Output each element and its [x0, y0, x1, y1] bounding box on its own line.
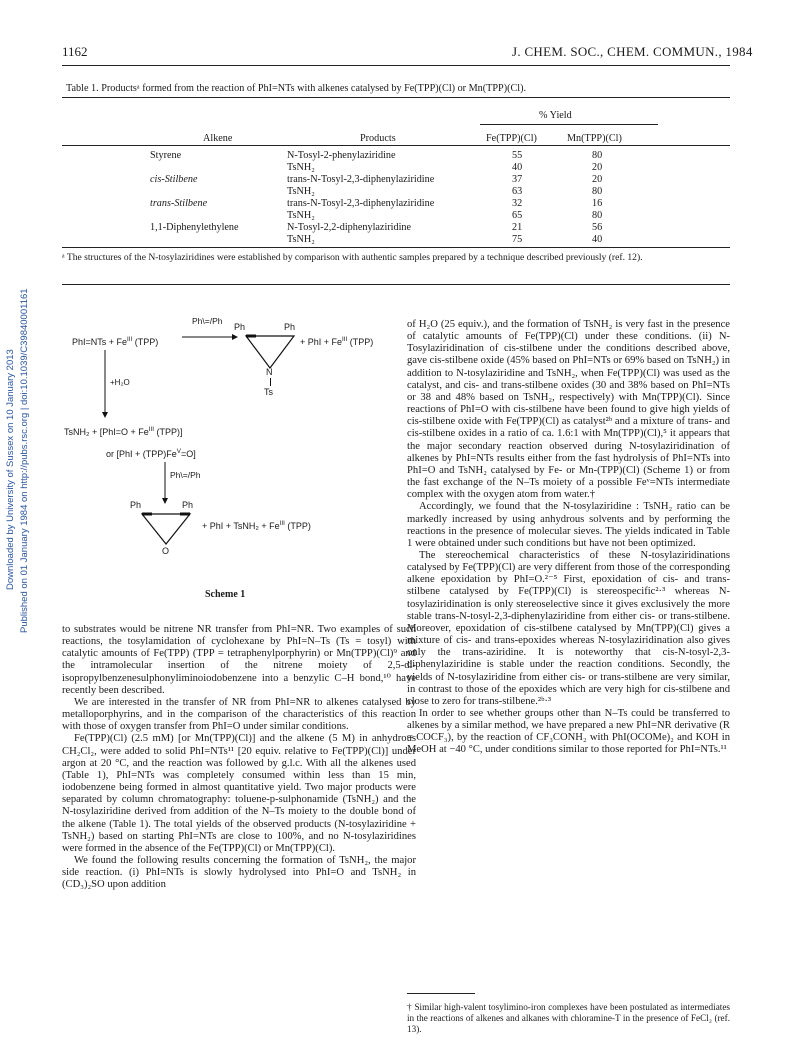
- mn-cell: 20: [592, 162, 603, 173]
- paragraph: to substrates would be nitrene NR transfer from PhI=NR. Two examples of such reactions, the tosylamidation of cyclohexane by PhI=N–Ts (Ts = tosyl) with catalytic amounts of Fe(TPP) (TPP = tetraphenylporphyrin) or Mn(TPP)(Cl)⁹ and the intramolecular insertion of the nitrene moiety of 2,5-di-isopropylbenzenesulphonyliminoiodobenzene into a benzylic C–H bond,¹⁰ have recently been described.: [62, 624, 416, 696]
- scheme-or-intermediate: [106, 448, 196, 459]
- yield-header: % Yield: [539, 110, 572, 121]
- final-end: (TPP): [287, 521, 311, 531]
- table-row: [0, 234, 760, 246]
- table-caption: Table 1. Productsᵃ formed from the reaction of PhI=NTs with alkenes catalysed by Fe(TPP)(Cl) or Mn(TPP)(Cl).: [66, 83, 527, 94]
- final-products: [202, 520, 311, 531]
- col-products: Products: [360, 133, 396, 144]
- alkene-cell: cis-Stilbene: [150, 174, 198, 185]
- table-footnote: ᵃ The structures of the N-tosylaziridines were established by comparison with authentic samples prepared by a technique described previously (ref. 12).: [62, 252, 643, 263]
- product-cell: TsNH₂: [287, 234, 315, 245]
- scheme-reactants: [72, 336, 158, 347]
- header-rule: [62, 65, 730, 66]
- paragraph: We are interested in the transfer of NR from PhI=NR to alkenes catalysed by metalloporphyrins, and in the comparison of the characteristics of this reaction with those of oxygen transfer from PhI=O under similar conditions.: [62, 696, 416, 733]
- product-cell: trans-N-Tosyl-2,3-diphenylaziridine: [287, 174, 435, 185]
- mn-cell: 80: [592, 150, 603, 161]
- or-text: or [PhI + (TPP)Fe: [106, 449, 177, 459]
- reactant-sup: III: [127, 336, 133, 343]
- alkene2-label: Ph\=/Ph: [170, 470, 201, 480]
- product-tail-text: + PhI + Fe: [300, 337, 343, 347]
- yield-rule: [480, 124, 658, 125]
- mn-cell: 40: [592, 234, 603, 245]
- aziridine-bond: [270, 378, 271, 386]
- table-end-rule: [62, 284, 730, 285]
- paragraph: Fe(TPP)(Cl) (2.5 mM) [or Mn(TPP)(Cl)] and the alkene (5 M) in anhydrous CH₂Cl₂, were added to solid PhI=NTs¹¹ [20 equiv. relative to Fe(TPP)(Cl)] under argon at 20 °C, and the reaction was followed by g.l.c. With all the alkenes used (Table 1), PhI=NTs was completely consumed within less than 15 min, iodobenzene being formed in almost quantitative yield. Two major products were separated by column chromatography: toluene-p-sulphonamide (TsNH₂) and the N-tosylaziridine derived from addition of the N–Ts moiety to the double bond of the alkene (Table 1). The total yields of the observed products (N-tosylaziridine + TsNH₂) based on starting PhI=NTs are close to 100%, and no N-tosylaziridines were formed in the absence of the Fe(TPP)(Cl) or Mn(TPP)(Cl).: [62, 733, 416, 854]
- fe-cell: 37: [512, 174, 523, 185]
- final-sup: III: [279, 520, 285, 527]
- product-cell: N-Tosyl-2,2-diphenylaziridine: [287, 222, 412, 233]
- mn-cell: 80: [592, 210, 603, 221]
- alkene-label: Ph\=/Ph: [192, 316, 223, 326]
- product-cell: TsNH₂: [287, 186, 315, 197]
- fe-cell: 65: [512, 210, 523, 221]
- mn-cell: 56: [592, 222, 603, 233]
- table-row: [0, 150, 760, 162]
- product-cell: TsNH₂: [287, 210, 315, 221]
- product-tail-sup: III: [342, 336, 348, 343]
- aziridine-ph-right: Ph: [284, 322, 296, 332]
- table-row: [0, 210, 760, 222]
- reactant-tail: (TPP): [134, 337, 159, 347]
- aziridine-n: N: [266, 367, 273, 377]
- fe-cell: 55: [512, 150, 523, 161]
- epoxide-ph-right: Ph: [182, 500, 194, 510]
- table-row: [0, 174, 760, 186]
- or-sup: V: [176, 448, 181, 455]
- mn-cell: 20: [592, 174, 603, 185]
- scheme-caption: Scheme 1: [205, 589, 246, 600]
- footnote: † Similar high-valent tosylimino-iron complexes have been postulated as intermediates in the reactions of alkenes and alkanes with chloramine-T in the presence of FeCl₂ (ref. 13).: [407, 1002, 730, 1034]
- fe-cell: 75: [512, 234, 523, 245]
- journal-title: J. CHEM. SOC., CHEM. COMMUN., 1984: [512, 44, 753, 59]
- table-top-rule: [62, 97, 730, 98]
- product-cell: trans-N-Tosyl-2,3-diphenylaziridine: [287, 198, 435, 209]
- table-row: [0, 162, 760, 174]
- epoxide-o: O: [162, 546, 170, 556]
- fe-cell: 40: [512, 162, 523, 173]
- alkene-cell: 1,1-Diphenylethylene: [150, 222, 239, 233]
- epoxide-ph-left: Ph: [130, 500, 142, 510]
- paragraph: of H₂O (25 equiv.), and the formation of TsNH₂ is very fast in the presence of catalytic amounts of Fe(TPP)(Cl) under these conditions. (ii) N-Tosylaziridination of cis-stilbene under the conditions described above, gave cis-stilbene oxide (45% based on PhI=NTs or 69% based on TsNH₂) in addition to N-tosylaziridine and TsNH₂, when Fe(TPP)(Cl) was used as the catalyst, and cis- and trans-stilbene oxides (30 and 38% based on PhI=NTs or 38 and 48% based on TsNH₂, respectively) with Mn(TPP)(Cl). Since reactions of PhI=O with cis-stilbene have been found to give high yields of cis-stilbene oxide with Fe(TPP)(Cl) as catalyst²ᵇ and a mixture of trans- and cis-stilbene oxides in a ratio of ca. 1.6:1 with Mn(TPP)(Cl),⁵ it appears that the major secondary reaction observed during N-tosylaziridination of alkenes by PhI=NTs results either from the fast hydrolysis of PhI=NTs into PhI=O and TsNH₂ catalysed by Fe- or Mn-(TPP)(Cl) (Scheme 1) or from the fast exchange of the N–Ts moiety of a possible Feᵛ=NTs intermediate complex with the oxygen atom from water.†: [407, 319, 730, 501]
- product-tail-end: (TPP): [349, 337, 374, 347]
- paragraph: Accordingly, we found that the N-tosylaziridine : TsNH₂ ratio can be markedly increased by using anhydrous solvents and by performing the reactions in the presence of molecular sieves. The yields indicated in Table 1 were obtained under such conditions but have not been optimized.: [407, 501, 730, 549]
- table-bottom-rule: [62, 247, 730, 248]
- page-number: 1162: [62, 44, 88, 59]
- epoxide-structure: [138, 510, 194, 550]
- fe-cell: 63: [512, 186, 523, 197]
- reaction-arrow: [182, 332, 238, 342]
- aziridine-structure: [242, 332, 298, 372]
- right-column: [407, 319, 730, 757]
- mn-cell: 80: [592, 186, 603, 197]
- footnote-rule: [407, 993, 475, 994]
- mn-cell: 16: [592, 198, 603, 209]
- scheme-1: [62, 312, 412, 582]
- paragraph: We found the following results concerning the formation of TsNH₂, the major side reaction. (i) PhI=NTs is slowly hydrolysed into PhI=O and TsNH₂ in (CD₃)₂SO upon addition: [62, 854, 416, 891]
- aziridine-ph-left: Ph: [234, 322, 246, 332]
- col-fe: Fe(TPP)(Cl): [486, 133, 537, 144]
- or-end: =O]: [180, 449, 196, 459]
- paragraph: The stereochemical characteristics of these N-tosylaziridinations catalysed by Fe(TPP)(Cl) are very different from those of the corresponding alkene epoxidation by PhI=O.²⁻⁵ First, epoxidation of cis- and trans-stilbene catalysed by Fe(TPP)(Cl) is stereospecific²·³ whereas N-tosylaziridination is only stereoselective since it gives exclusively the more stable trans-N-tosyl-2,3-diphenylaziridine from either cis- or trans-stilbene. Moreover, epoxidation of cis-stilbene catalysed by Mn(TPP)(Cl) gives a mixture of cis- and trans-epoxides whereas N-tosylaziridination also gives only the trans-aziridine. It is noteworthy that cis-N-tosyl-2,3-diphenylaziridine is stable under the reaction conditions. Secondly, the yields of N-tosylaziridine from either cis- or trans-stilbene are very similar, in contrast to those of the epoxides which are very high for cis-stilbene and close to zero for trans-stilbene.²ᵇ·³: [407, 549, 730, 707]
- paragraph: In order to see whether groups other than N–Ts could be transferred to alkenes by a similar method, we have prepared a new PhI=NR derivative (R = COCF₃), by the reaction of CF₃CONH₂ with PhI(OCOMe)₂ and KOH in MeOH at −40 °C, under conditions similar to those reported for PhI=NTs.¹¹: [407, 708, 730, 756]
- epoxidation-arrow: [160, 462, 170, 504]
- intermediate-sup: III: [148, 426, 155, 433]
- alkene-cell: trans-Stilbene: [150, 198, 208, 209]
- reactant-text: PhI=NTs + Fe: [72, 337, 128, 347]
- hydrolysis-arrow: [100, 350, 110, 418]
- scheme-intermediate: [64, 426, 183, 437]
- product-cell: N-Tosyl-2-phenylaziridine: [287, 150, 396, 161]
- water-label: +H₂O: [110, 378, 130, 387]
- table-row: [0, 198, 760, 210]
- table-header-row: [0, 133, 760, 145]
- download-notice[interactable]: Downloaded by University of Sussex on 10 January 2013: [5, 349, 16, 590]
- intermediate-text: TsNH₂ + [PhI=O + Fe: [64, 427, 149, 437]
- col-mn: Mn(TPP)(Cl): [567, 133, 622, 144]
- intermediate-end: (TPP)]: [156, 427, 183, 437]
- product-tail: [300, 336, 373, 347]
- table-header-rule: [62, 145, 730, 146]
- doi-notice[interactable]: Published on 01 January 1984 on http://pubs.rsc.org | doi:10.1039/C39840001161: [19, 288, 30, 633]
- left-column: [62, 624, 416, 891]
- fe-cell: 21: [512, 222, 523, 233]
- alkene-cell: Styrene: [150, 150, 182, 161]
- final-text: + PhI + TsNH₂ + Fe: [202, 521, 280, 531]
- table-row: [0, 186, 760, 198]
- product-cell: TsNH₂: [287, 162, 315, 173]
- col-alkene: Alkene: [203, 133, 233, 144]
- aziridine-ts: Ts: [264, 387, 273, 397]
- table-row: [0, 222, 760, 234]
- fe-cell: 32: [512, 198, 523, 209]
